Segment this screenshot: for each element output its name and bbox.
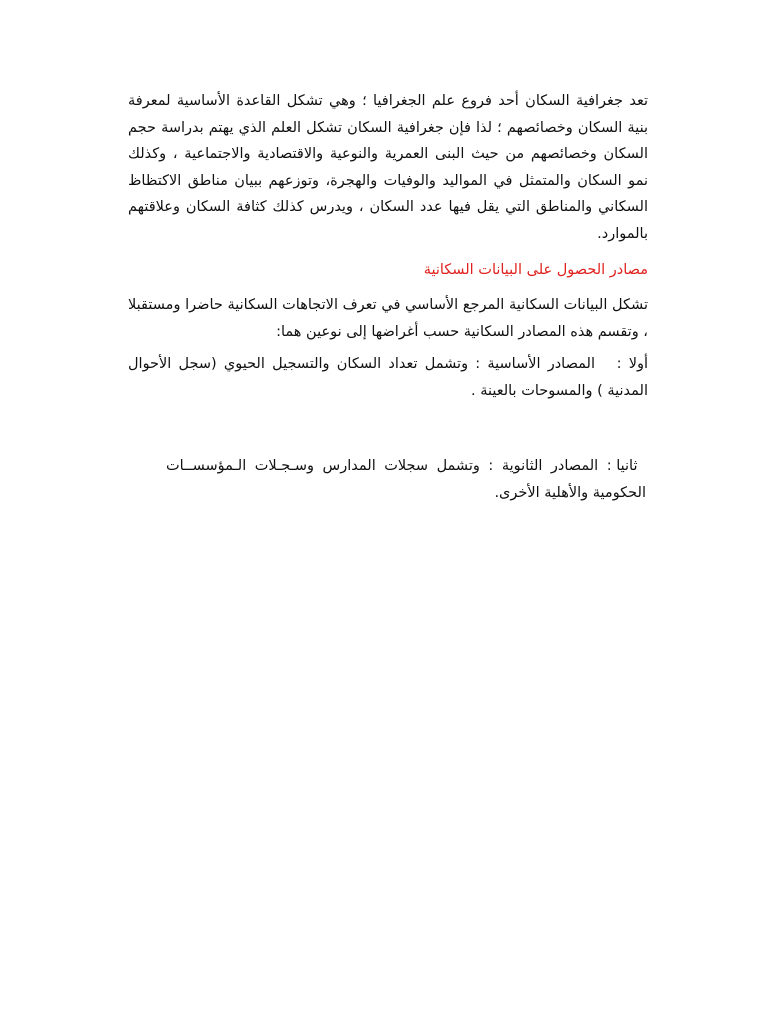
intro-paragraph: تعد جغرافية السكان أحد فروع علم الجغرافيا ؛ وهي تشكل القاعدة الأساسية لمعرفة بنية السكان وخصائصهم ؛ لذا فإن جغرافية السكان تشكل العلم الذي يهتم بدراسة حجم السكان وخصائصهم من حيث البنى العمرية والنوعية والاقتصادية والاجتماعية ، وكذلك نمو السكان والمتمثل في المواليد والوفيات والهجرة، وتوزعهم ببيان مناطق الاكتظاظ السكاني والمناطق التي يقل فيها عدد السكان ، ويدرس كذلك كثافة السكان وعلاقتهم بالموارد. — [128, 93, 648, 242]
primary-sources-paragraph: أولا : المصادر الأساسية : وتشمل تعداد السكان والتسجيل الحيوي (سجل الأحوال المدنية ) والمسوحات بالعينة . — [123, 356, 648, 399]
section-heading-sources: مصادر الحصول على البيانات السكانية — [423, 262, 648, 278]
secondary-sources-paragraph: ثانيا : المصادر الثانوية : وتشمل سجلات المدارس وسـجـلات الـمؤسســات الحكومية والأهلية الأخرى. — [161, 458, 646, 501]
sources-intro-paragraph: تشكل البيانات السكانية المرجع الأساسي في تعرف الاتجاهات السكانية حاضرا ومستقبلا ، وتقسم هذه المصادر السكانية حسب أغراضها إلى نوعين هما: — [128, 297, 648, 340]
